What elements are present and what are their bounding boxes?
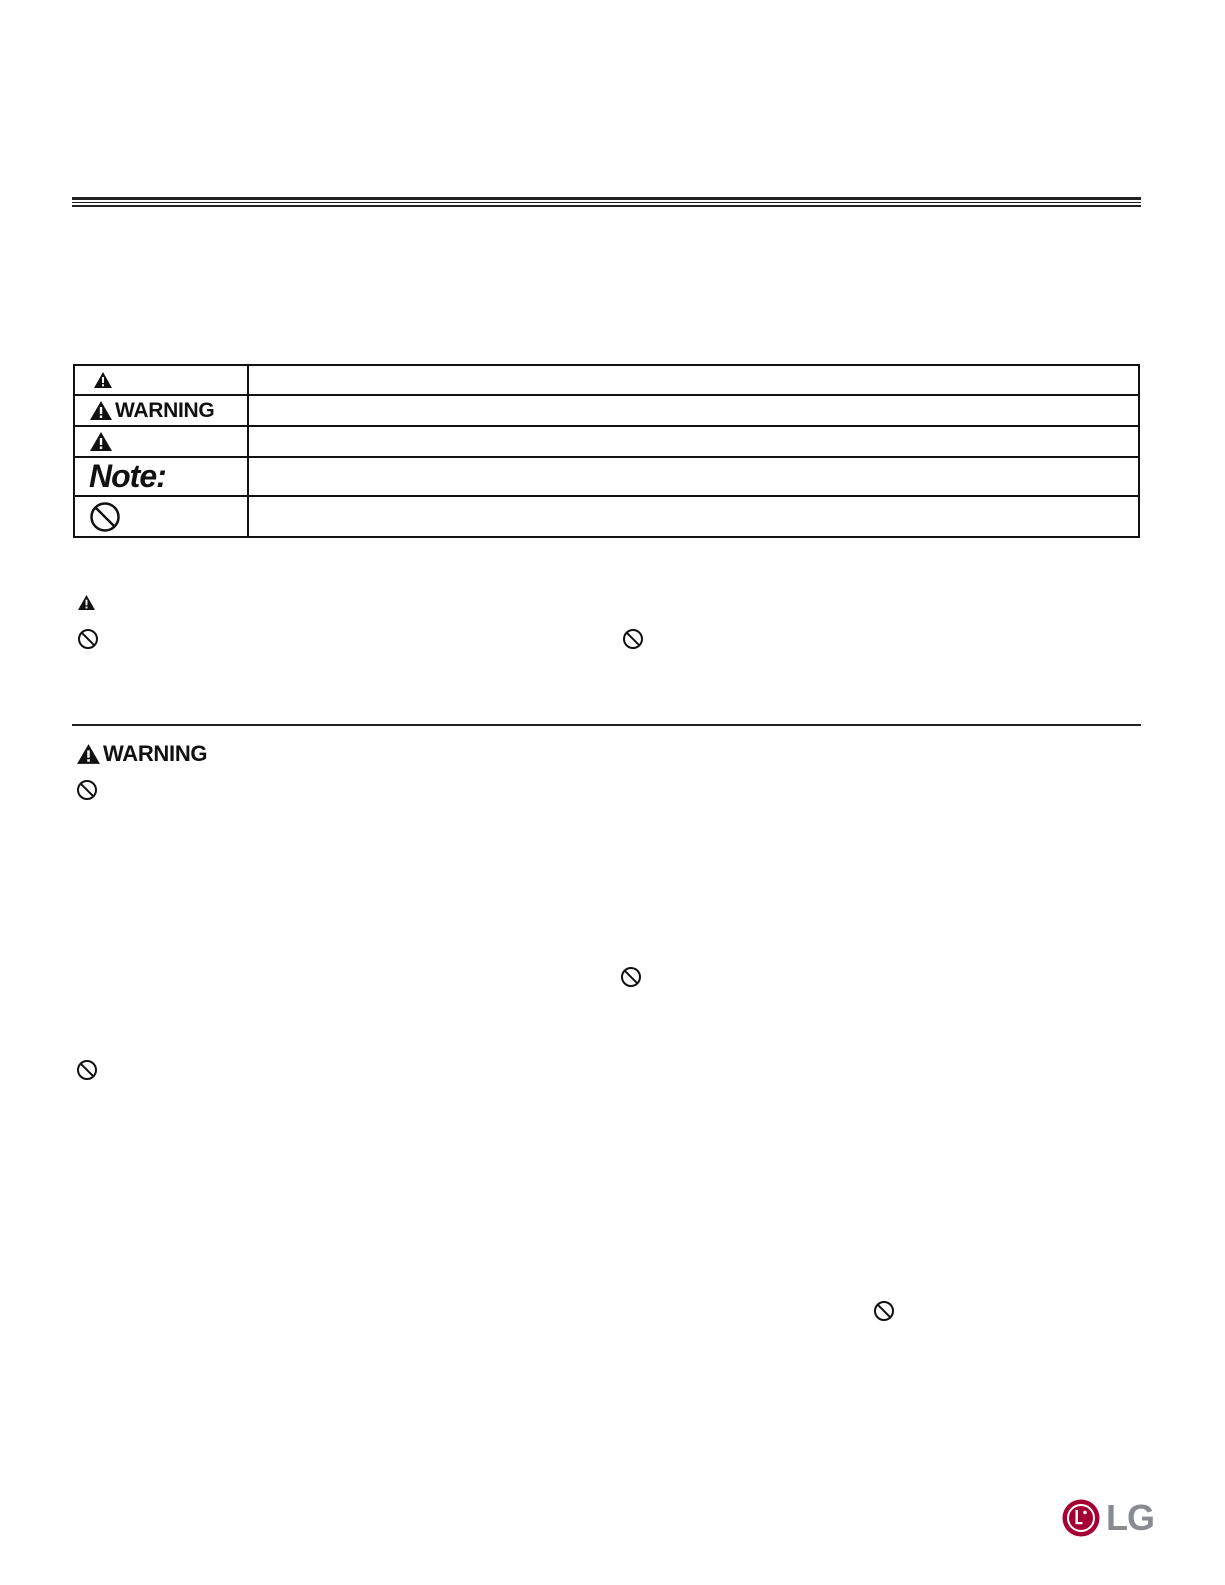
prohibited-icon [622, 628, 644, 650]
legend-description [248, 457, 1139, 496]
prohibited-icon [77, 628, 99, 650]
lg-face-icon [1062, 1499, 1100, 1537]
legend-row [74, 496, 1139, 537]
warning-heading [76, 741, 207, 767]
legend-symbol-cell [74, 496, 248, 537]
legend-row [74, 426, 1139, 457]
prohibited-icon [89, 501, 121, 533]
caution-triangle-icon [76, 743, 101, 765]
legend-row [74, 457, 1139, 496]
prohibited-icon [76, 1059, 98, 1081]
legend-symbol-cell [74, 457, 248, 496]
warning-label: WARNING [115, 398, 215, 422]
legend-description [248, 496, 1139, 537]
caution-triangle-icon [89, 400, 113, 421]
header-double-rule [72, 197, 1141, 207]
legend-row [74, 365, 1139, 395]
lg-logo-text: LG [1106, 1497, 1154, 1538]
legend-symbol-cell [74, 426, 248, 457]
legend-description [248, 365, 1139, 395]
lg-logo [1062, 1497, 1154, 1539]
prohibited-icon [76, 779, 98, 801]
legend-description [248, 395, 1139, 426]
prohibited-icon [620, 966, 642, 988]
legend-symbol-cell [74, 395, 248, 426]
caution-triangle-icon [77, 594, 96, 611]
prohibited-icon [873, 1300, 895, 1322]
caution-triangle-icon [93, 371, 113, 389]
legend-symbol-cell [74, 365, 248, 395]
symbol-legend-table [73, 364, 1140, 538]
legend-description [248, 426, 1139, 457]
caution-triangle-icon [89, 431, 113, 452]
note-label: Note: [89, 458, 166, 494]
legend-row [74, 395, 1139, 426]
section-divider [72, 724, 1141, 726]
warning-heading-text: WARNING [103, 741, 208, 766]
